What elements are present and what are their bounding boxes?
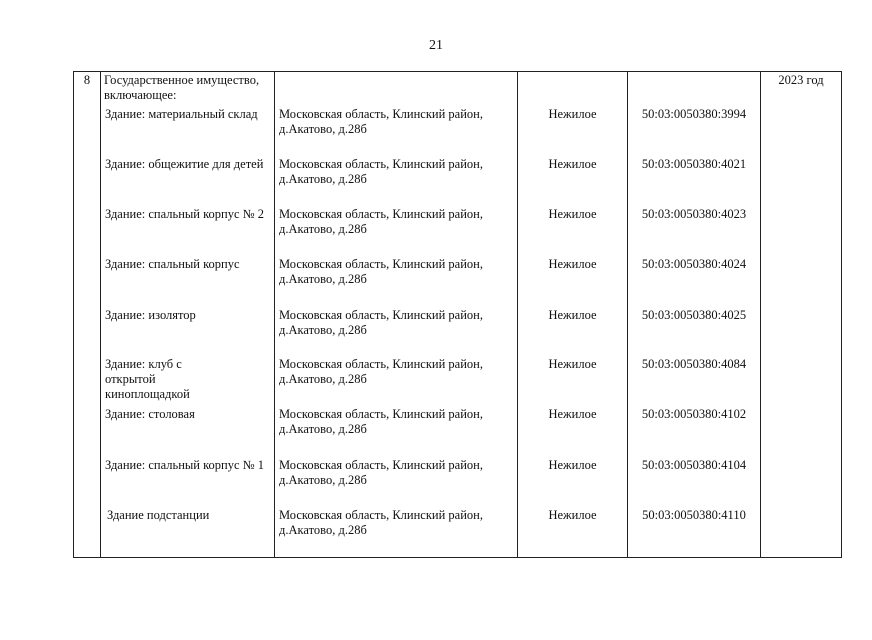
- year-cell: [761, 72, 842, 558]
- cadastral-cell: [628, 72, 761, 558]
- property-address: Московская область, Клинский район, д.Акатово, д.28б: [279, 308, 483, 337]
- year: 2023 год: [778, 73, 824, 87]
- page-number: 21: [429, 38, 443, 53]
- property-address: Московская область, Клинский район, д.Акатово, д.28б: [279, 508, 483, 537]
- property-name: Здание: общежитие для детей: [105, 157, 264, 171]
- property-purpose: Нежилое: [548, 407, 597, 421]
- cadastral-number: 50:03:0050380:4110: [642, 508, 746, 522]
- property-purpose: Нежилое: [548, 257, 597, 271]
- cadastral-number: 50:03:0050380:4025: [641, 308, 747, 322]
- property-name: Здание: спальный корпус: [105, 257, 240, 271]
- property-name: Здание подстанции: [107, 508, 210, 522]
- row-number-cell: [74, 72, 101, 558]
- property-purpose: Нежилое: [548, 207, 597, 221]
- cadastral-number: 50:03:0050380:4104: [641, 458, 747, 472]
- property-name: Здание: материальный склад: [105, 107, 258, 121]
- cadastral-number: 50:03:0050380:4021: [641, 157, 747, 171]
- address-cell: [275, 72, 518, 558]
- property-name: Здание: клуб с открытой киноплощадкой: [105, 357, 190, 401]
- group-header: Государственное имущество, включающее:: [104, 73, 260, 102]
- property-table: [73, 71, 842, 558]
- property-address: Московская область, Клинский район, д.Акатово, д.28б: [279, 207, 483, 236]
- cadastral-number: 50:03:0050380:4102: [641, 407, 747, 421]
- property-address: Московская область, Клинский район, д.Акатово, д.28б: [279, 407, 483, 436]
- cadastral-number: 50:03:0050380:3994: [641, 107, 747, 121]
- property-purpose: Нежилое: [548, 458, 597, 472]
- property-purpose: Нежилое: [548, 107, 597, 121]
- cadastral-number: 50:03:0050380:4024: [641, 257, 747, 271]
- property-name: Здание: спальный корпус № 2: [105, 207, 264, 221]
- cadastral-number: 50:03:0050380:4084: [641, 357, 747, 371]
- property-name: Здание: столовая: [105, 407, 195, 421]
- property-name: Здание: изолятор: [105, 308, 196, 322]
- cadastral-number: 50:03:0050380:4023: [641, 207, 747, 221]
- property-purpose: Нежилое: [548, 357, 597, 371]
- property-address: Московская область, Клинский район, д.Акатово, д.28б: [279, 257, 483, 286]
- property-address: Московская область, Клинский район, д.Акатово, д.28б: [279, 107, 483, 136]
- purpose-cell: [518, 72, 628, 558]
- property-purpose: Нежилое: [548, 308, 597, 322]
- row-number: 8: [83, 73, 91, 87]
- property-name: Здание: спальный корпус № 1: [105, 458, 264, 472]
- property-name-cell: [101, 72, 275, 558]
- property-address: Московская область, Клинский район, д.Акатово, д.28б: [279, 357, 483, 386]
- table-row: [74, 72, 842, 558]
- property-purpose: Нежилое: [548, 508, 597, 522]
- property-address: Московская область, Клинский район, д.Акатово, д.28б: [279, 157, 483, 186]
- property-purpose: Нежилое: [548, 157, 597, 171]
- property-address: Московская область, Клинский район, д.Акатово, д.28б: [279, 458, 483, 487]
